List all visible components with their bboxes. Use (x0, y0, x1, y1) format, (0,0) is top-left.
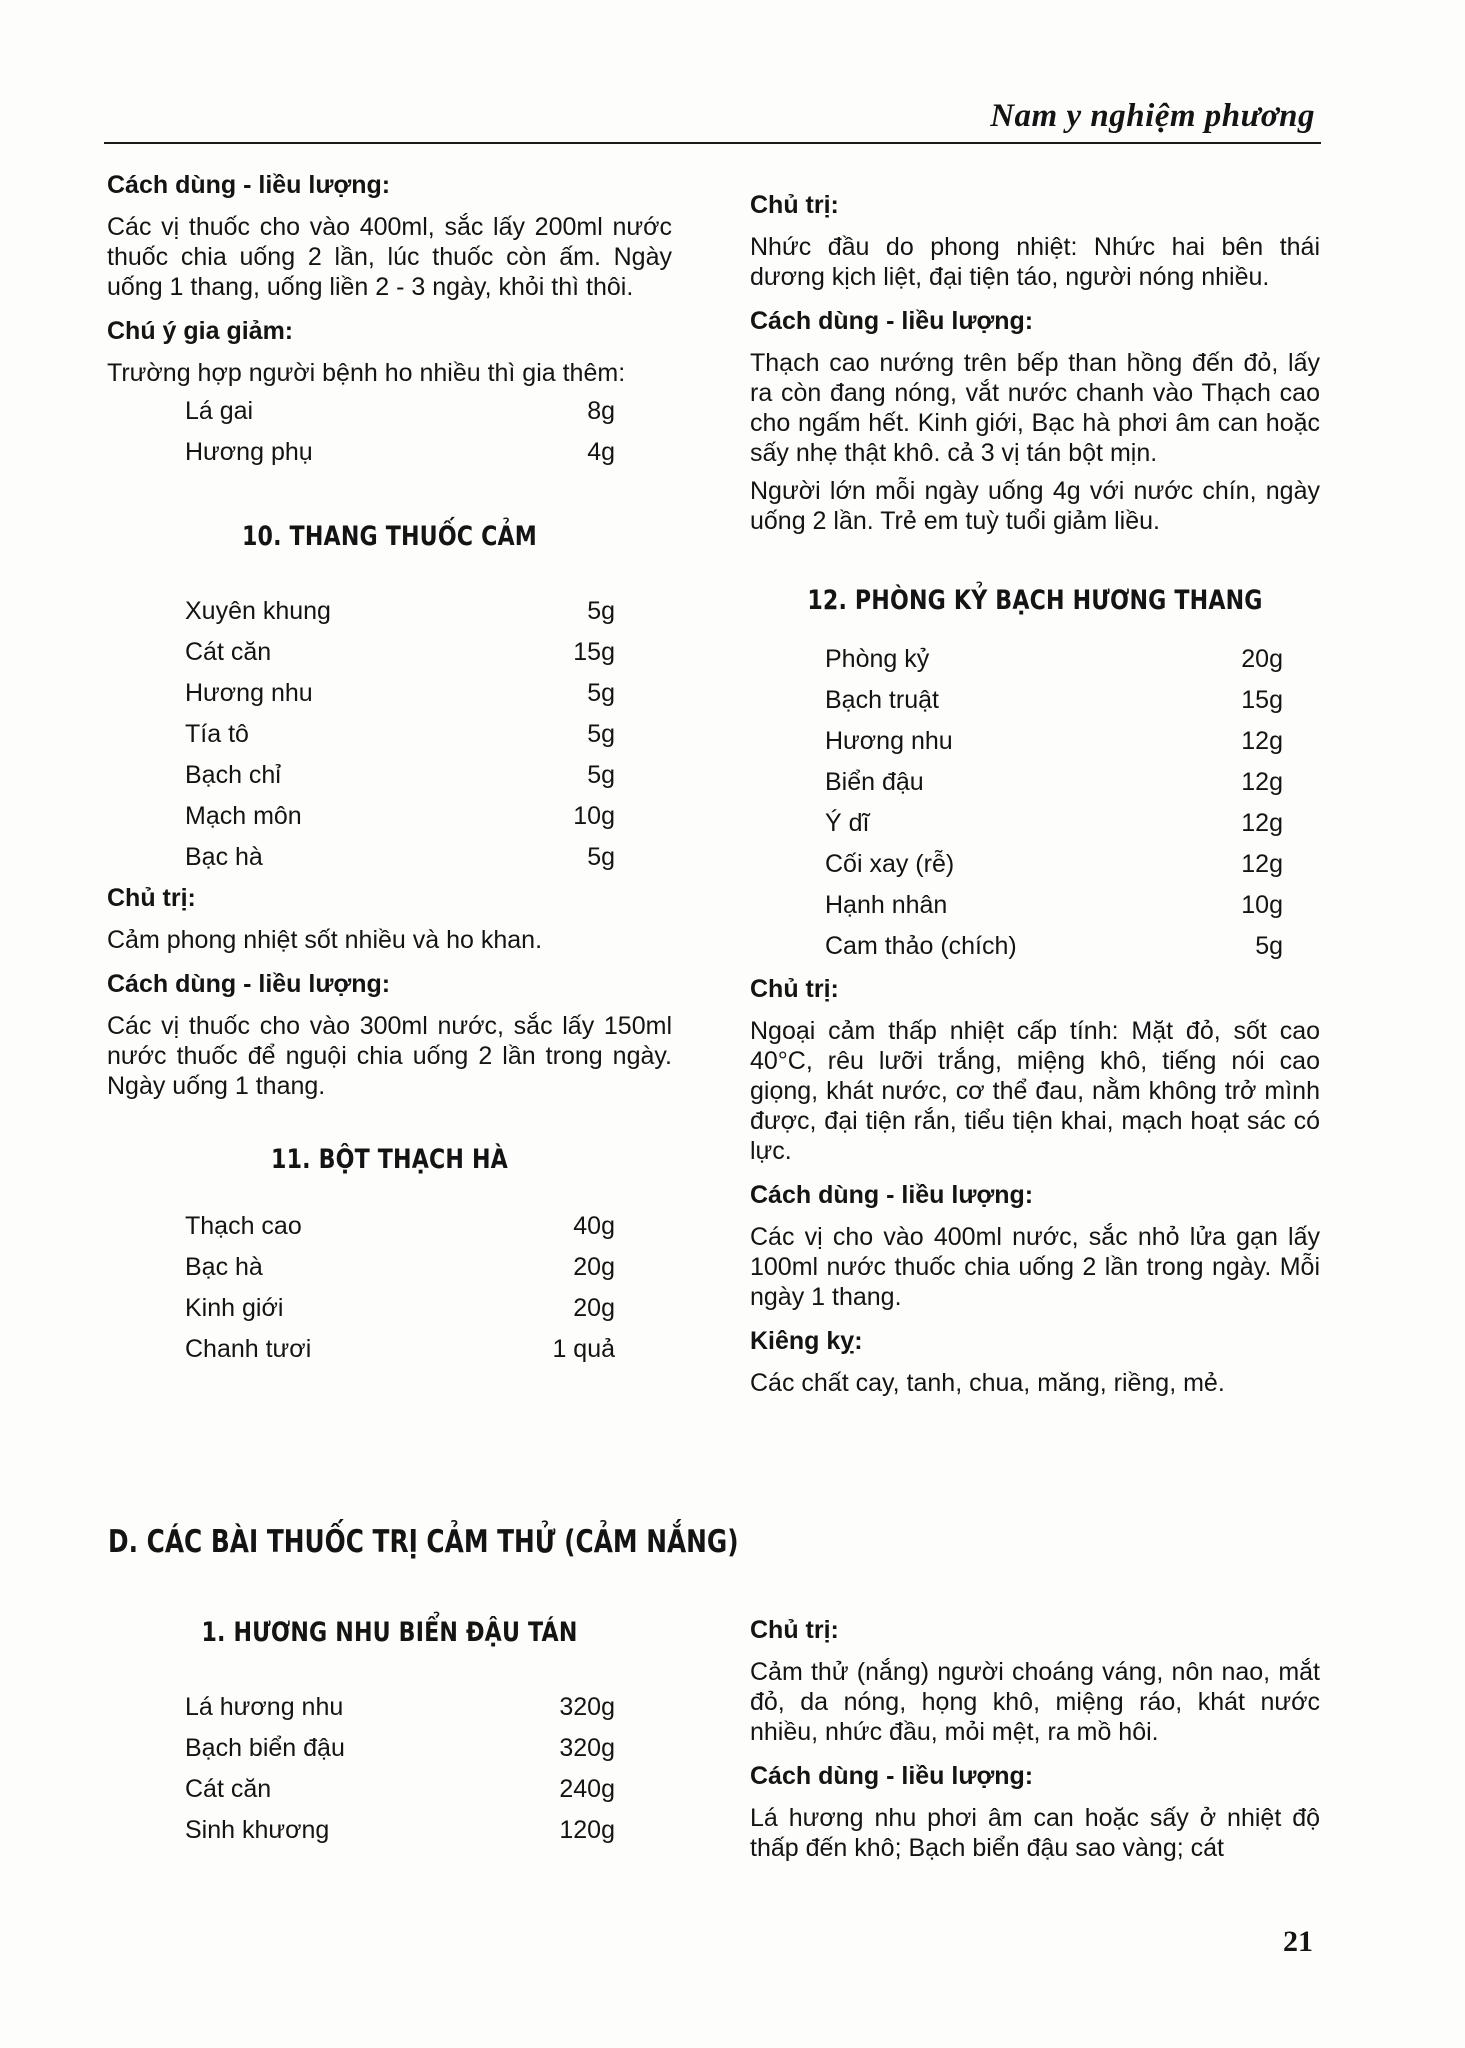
herb-name: Cối xay (rễ) (825, 849, 955, 878)
herb-name: Xuyên khung (185, 596, 331, 625)
herb-name: Bạc hà (185, 1252, 263, 1281)
herb-qty: 5g (587, 719, 615, 748)
herb-row (185, 672, 615, 713)
herb-qty: 8g (587, 396, 615, 425)
indication-text-12: Ngoại cảm thấp nhiệt cấp tính: Mặt đỏ, sốt cao 40°C, rêu lưỡi trắng, miệng khô, tiếng nói cao giọng, khát nước, cơ thể đau, nằm không trở mình được, đại tiện rắn, tiểu tiện khai, mạch hoạt sác có lực. (750, 1017, 1320, 1165)
herb-qty: 5g (1255, 931, 1283, 960)
dosage-text-d1: Lá hương nhu phơi âm can hoặc sấy ở nhiệt độ thấp đến khô; Bạch biển đậu sao vàng; cát (750, 1804, 1320, 1862)
page-number: 21 (1283, 1925, 1313, 1958)
herb-table-12 (825, 638, 1283, 966)
herb-row (185, 1809, 615, 1850)
herb-row (185, 754, 615, 795)
dosage-label-9: Cách dùng - liều lượng: (107, 171, 391, 199)
section-d-left (107, 1610, 672, 1850)
herb-name: Cát căn (185, 637, 272, 666)
herb-qty: 5g (587, 842, 615, 871)
indication-label-10: Chủ trị: (107, 884, 196, 912)
herb-row (185, 1205, 615, 1246)
herb-qty: 5g (587, 596, 615, 625)
herb-row (825, 802, 1283, 843)
dosage-label-11: Cách dùng - liều lượng: (750, 307, 1034, 335)
herb-row (825, 925, 1283, 966)
dosage-text-9: Các vị thuốc cho vào 400ml, sắc lấy 200ml nước thuốc chia uống 2 lần, lúc thuốc còn ấm. Ngày uống 1 thang, uống liền 2 - 3 ngày, khỏi thì thôi. (107, 213, 672, 301)
herb-qty: 10g (573, 801, 615, 830)
dosage-text-11a: Thạch cao nướng trên bếp than hồng đến đỏ, lấy ra còn đang nóng, vắt nước chanh vào Thạch cao cho ngấm hết. Kinh giới, Bạc hà phơi âm can hoặc sấy nhẹ thật khô. cả 3 vị tán bột mịn. (750, 349, 1320, 467)
herb-name: Tía tô (185, 719, 249, 748)
indication-label-d1: Chủ trị: (750, 1616, 839, 1644)
herb-row (185, 713, 615, 754)
herb-name: Kinh giới (185, 1293, 284, 1322)
herb-name: Phòng kỷ (825, 644, 930, 673)
dosage-text-11b: Người lớn mỗi ngày uống 4g với nước chín, ngày uống 2 lần. Trẻ em tuỳ tuổi giảm liều. (750, 477, 1320, 535)
herb-qty: 240g (559, 1774, 615, 1803)
avoid-label-12: Kiêng kỵ: (750, 1327, 863, 1355)
left-column (107, 170, 672, 1369)
herb-row (185, 795, 615, 836)
recipe-heading-10: 10. THANG THUỐC CẢM (241, 521, 538, 552)
herb-qty: 120g (559, 1815, 615, 1844)
herb-name: Cam thảo (chích) (825, 931, 1017, 960)
herb-name: Mạch môn (185, 801, 302, 830)
herb-row (825, 843, 1283, 884)
dosage-text-12: Các vị cho vào 400ml nước, sắc nhỏ lửa gạn lấy 100ml nước thuốc chia uống 2 lần trong ngày. Mỗi ngày 1 thang. (750, 1223, 1320, 1311)
herb-qty: 12g (1241, 767, 1283, 796)
herb-name: Biển đậu (825, 767, 924, 796)
herb-row (825, 679, 1283, 720)
herb-qty: 320g (559, 1733, 615, 1762)
herb-row (825, 720, 1283, 761)
herb-qty: 12g (1241, 849, 1283, 878)
herb-qty: 10g (1241, 890, 1283, 919)
note-herb-table (185, 390, 615, 472)
recipe-heading-12: 12. PHÒNG KỶ BẠCH HƯƠNG THANG (807, 585, 1263, 616)
herb-name: Hạnh nhân (825, 890, 948, 919)
herb-name: Hương phụ (185, 437, 313, 466)
note-label: Chú ý gia giảm: (107, 317, 294, 345)
dosage-label-10: Cách dùng - liều lượng: (107, 970, 391, 998)
herb-row (185, 1686, 615, 1727)
herb-qty: 20g (573, 1293, 615, 1322)
running-header-title: Nam y nghiệm phương (990, 98, 1315, 134)
herb-qty: 12g (1241, 726, 1283, 755)
herb-name: Lá hương nhu (185, 1692, 344, 1721)
herb-name: Bạc hà (185, 842, 263, 871)
indication-label-12: Chủ trị: (750, 975, 839, 1003)
herb-row (185, 1328, 615, 1369)
herb-row (185, 836, 615, 877)
herb-qty: 5g (587, 678, 615, 707)
dosage-label-12: Cách dùng - liều lượng: (750, 1181, 1034, 1209)
herb-name: Thạch cao (185, 1211, 302, 1240)
herb-name: Lá gai (185, 396, 254, 425)
indication-text-11: Nhức đầu do phong nhiệt: Nhức hai bên thái dương kịch liệt, đại tiện táo, người nóng nhiều. (750, 233, 1320, 291)
dosage-label-d1: Cách dùng - liều lượng: (750, 1762, 1034, 1790)
herb-row (185, 590, 615, 631)
herb-name: Hương nhu (825, 726, 953, 755)
herb-table-10 (185, 590, 615, 877)
avoid-text-12: Các chất cay, tanh, chua, măng, riềng, mẻ. (750, 1369, 1225, 1397)
section-d-right (750, 1615, 1320, 1877)
herb-qty: 320g (559, 1692, 615, 1721)
herb-qty: 15g (1241, 685, 1283, 714)
herb-row (185, 390, 615, 431)
herb-table-11 (185, 1205, 615, 1369)
indication-label-11: Chủ trị: (750, 191, 839, 219)
herb-name: Bạch truật (825, 685, 939, 714)
herb-qty: 1 quả (552, 1334, 615, 1363)
indication-text-10: Cảm phong nhiệt sốt nhiều và ho khan. (107, 926, 543, 954)
herb-row (185, 1768, 615, 1809)
herb-qty: 4g (587, 437, 615, 466)
herb-row (185, 1287, 615, 1328)
herb-table-d1 (185, 1686, 615, 1850)
herb-row (185, 431, 615, 472)
indication-text-d1: Cảm thử (nắng) người choáng váng, nôn nao, mắt đỏ, da nóng, họng khô, miệng ráo, khát nước nhiều, nhức đầu, mỏi mệt, ra mồ hôi. (750, 1658, 1320, 1746)
herb-name: Bạch chỉ (185, 760, 281, 789)
herb-qty: 5g (587, 760, 615, 789)
herb-qty: 20g (573, 1252, 615, 1281)
herb-qty: 15g (573, 637, 615, 666)
section-d-heading: D. CÁC BÀI THUỐC TRỊ CẢM THỬ (CẢM NẮNG) (108, 1524, 739, 1560)
herb-name: Bạch biển đậu (185, 1733, 345, 1762)
header-divider (104, 142, 1321, 144)
herb-name: Chanh tươi (185, 1334, 312, 1363)
herb-name: Cát căn (185, 1774, 272, 1803)
herb-row (825, 884, 1283, 925)
right-column (750, 190, 1320, 1412)
herb-name: Hương nhu (185, 678, 313, 707)
herb-row (825, 638, 1283, 679)
dosage-text-10: Các vị thuốc cho vào 300ml nước, sắc lấy 150ml nước thuốc để nguội chia uống 2 lần trong ngày. Ngày uống 1 thang. (107, 1012, 672, 1100)
herb-row (185, 1246, 615, 1287)
herb-row (185, 1727, 615, 1768)
recipe-heading-d1: 1. HƯƠNG NHU BIỂN ĐẬU TÁN (201, 1617, 578, 1648)
herb-qty: 40g (573, 1211, 615, 1240)
herb-name: Ý dĩ (825, 808, 870, 837)
herb-row (185, 631, 615, 672)
note-text: Trường hợp người bệnh ho nhiều thì gia thêm: (107, 359, 626, 387)
recipe-heading-11: 11. BỘT THẠCH HÀ (271, 1144, 508, 1175)
herb-name: Sinh khương (185, 1815, 330, 1844)
herb-row (825, 761, 1283, 802)
herb-qty: 12g (1241, 808, 1283, 837)
herb-qty: 20g (1241, 644, 1283, 673)
